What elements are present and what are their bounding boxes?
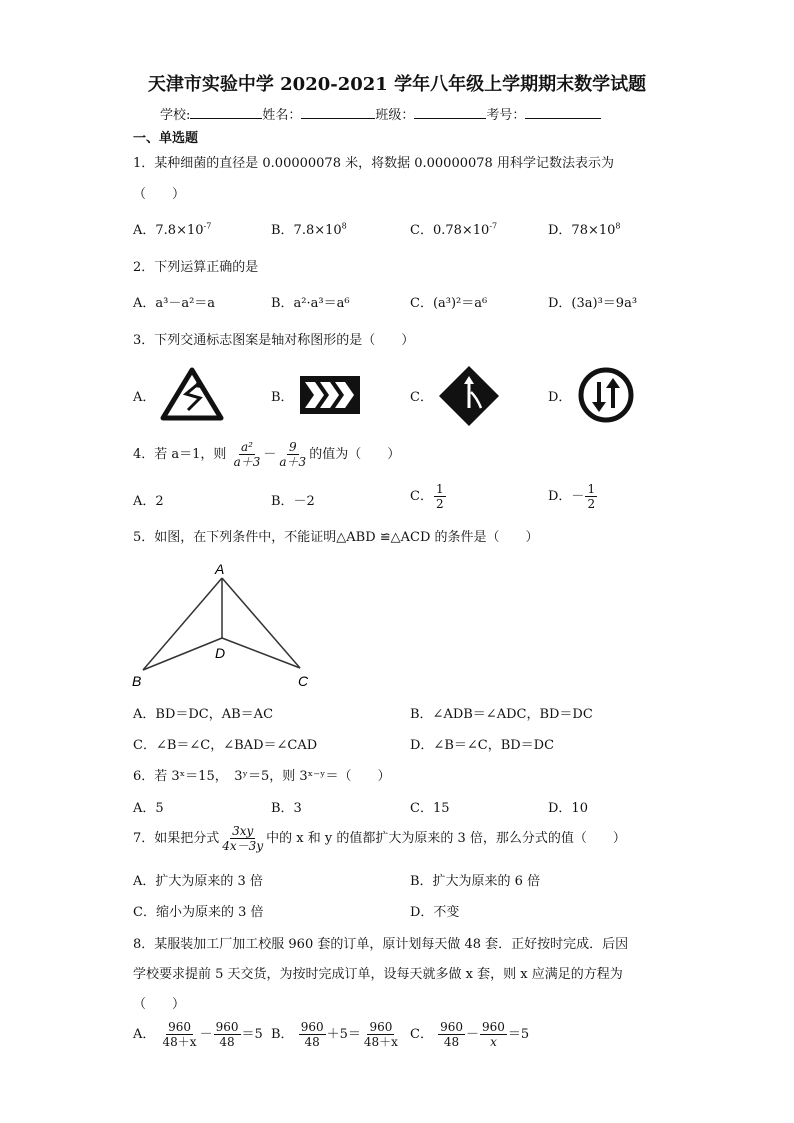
q1-paren: （ ） (133, 187, 186, 202)
q5-option-d[interactable]: D．∠B＝∠C，BD＝DC (410, 738, 555, 753)
name-blank[interactable] (301, 106, 375, 119)
q1-option-a[interactable]: A．$7.8\times 10^{-7}$ (133, 221, 212, 238)
q4-option-b[interactable]: B．－2 (271, 494, 315, 509)
q8-stem-line1: 8．某服装加工厂加工校服 960 套的订单，原计划每天做 48 套．正好按时完成．后因 (133, 937, 629, 952)
label-c: C (298, 673, 309, 689)
q4-option-c[interactable]: C． $\frac{1}{2}$ (410, 482, 444, 511)
q6-option-c[interactable]: C．15 (410, 801, 450, 816)
label-b: B (132, 673, 142, 689)
q3-stem: 3．下列交通标志图案是轴对称图形的是（ ） (133, 333, 415, 348)
merge-diamond-sign-icon (437, 364, 501, 428)
q4-stem: 4．若 a＝1，则 $\frac{\text{a²}}{a+3}$ － $\frac{9}{a+3}$ 的值为（ ） (133, 440, 401, 469)
q6-option-d[interactable]: D．10 (548, 801, 588, 816)
q7-option-a[interactable]: A．扩大为原来的 3 倍 (133, 874, 263, 889)
label-d: D (215, 645, 226, 661)
q2-option-c[interactable]: C．(a³)²＝a⁶ (410, 296, 488, 311)
q4-option-d[interactable]: D．－ $\frac{1}{2}$ (548, 482, 596, 511)
number-label: 考号： (486, 108, 526, 123)
q2-option-a[interactable]: A．a³－a²＝a (133, 296, 216, 311)
q7-stem: 7．如果把分式 $\frac{3xy}{4x-3y}$ 中的 x 和 y 的值都扩大为原来的 3 倍，那么分式的值（ ） (133, 824, 626, 853)
number-blank[interactable] (525, 106, 601, 119)
warning-triangle-sign-icon (160, 366, 224, 422)
section-heading: 一、单选题 (133, 131, 199, 146)
name-label: 姓名： (262, 108, 302, 123)
q4-fraction-1: $\frac{\text{a²}}{a+3}$ (233, 440, 261, 469)
q1-stem: 1．某种细菌的直径是 0.00000078 米，将数据 0.00000078 用科学记数法表示为 (133, 156, 614, 171)
page-title: 天津市实验中学 2020-2021 学年八年级上学期期末数学试题 (147, 74, 647, 95)
q8-option-a[interactable]: A． $\frac{960}{48+x}$ － $\frac{960}{48}$ ＝5 (133, 1020, 263, 1049)
class-label: 班级： (375, 108, 415, 123)
q5-option-b[interactable]: B．∠ADB＝∠ADC，BD＝DC (410, 707, 593, 722)
q6-option-b[interactable]: B．3 (271, 801, 302, 816)
q5-option-c[interactable]: C．∠B＝∠C，∠BAD＝∠CAD (133, 738, 318, 753)
q2-stem: 2．下列运算正确的是 (133, 260, 259, 275)
q3-option-c[interactable]: C． (410, 390, 433, 405)
label-a: A (215, 561, 225, 577)
q1-option-d[interactable]: D．$78\times 10^8$ (548, 221, 621, 238)
school-blank[interactable] (190, 106, 262, 119)
q5-option-a[interactable]: A．BD＝DC，AB＝AC (133, 707, 274, 722)
q8-option-b[interactable]: B． $\frac{960}{48}$ ＋5＝ $\frac{960}{48+x}$ (271, 1020, 398, 1049)
triangle-figure (128, 560, 318, 692)
q1-option-b[interactable]: B．$7.8\times 10^8$ (271, 221, 347, 238)
q6-stem: 6．若 3ˣ＝15， 3ʸ＝5，则 3ˣ⁻ʸ＝（ ） (133, 769, 391, 784)
chevron-sign-icon (300, 376, 360, 414)
q7-fraction: $\frac{3xy}{4x-3y}$ (222, 824, 264, 853)
q1-option-c[interactable]: C．$0.78\times 10^{-7}$ (410, 221, 498, 238)
two-way-traffic-sign-icon (577, 366, 635, 424)
q5-stem: 5．如图，在下列条件中，不能证明△ABD ≌△ACD 的条件是（ ） (133, 530, 539, 545)
q7-option-b[interactable]: B．扩大为原来的 6 倍 (410, 874, 541, 889)
q3-option-b[interactable]: B． (271, 390, 294, 405)
student-info (160, 104, 601, 123)
q8-option-c[interactable]: C． $\frac{960}{48}$ － $\frac{960}{x}$ ＝5 (410, 1020, 530, 1049)
q2-option-b[interactable]: B．a²·a³＝a⁶ (271, 296, 350, 311)
class-blank[interactable] (414, 106, 486, 119)
q7-option-c[interactable]: C．缩小为原来的 3 倍 (133, 905, 264, 920)
q4-fraction-2: $\frac{9}{a+3}$ (279, 440, 307, 469)
q8-paren: （ ） (133, 997, 186, 1012)
q4-option-a[interactable]: A．2 (133, 494, 164, 509)
q6-option-a[interactable]: A．5 (133, 801, 164, 816)
q8-stem-line2: 学校要求提前 5 天交货，为按时完成订单，设每天就多做 x 套，则 x 应满足的方程为 (133, 967, 623, 982)
q3-option-a[interactable]: A． (133, 390, 156, 405)
q3-option-d[interactable]: D． (548, 390, 572, 405)
q7-option-d[interactable]: D．不变 (410, 905, 460, 920)
school-label: 学校: (160, 108, 191, 123)
q2-option-d[interactable]: D．(3a)³＝9a³ (548, 296, 638, 311)
